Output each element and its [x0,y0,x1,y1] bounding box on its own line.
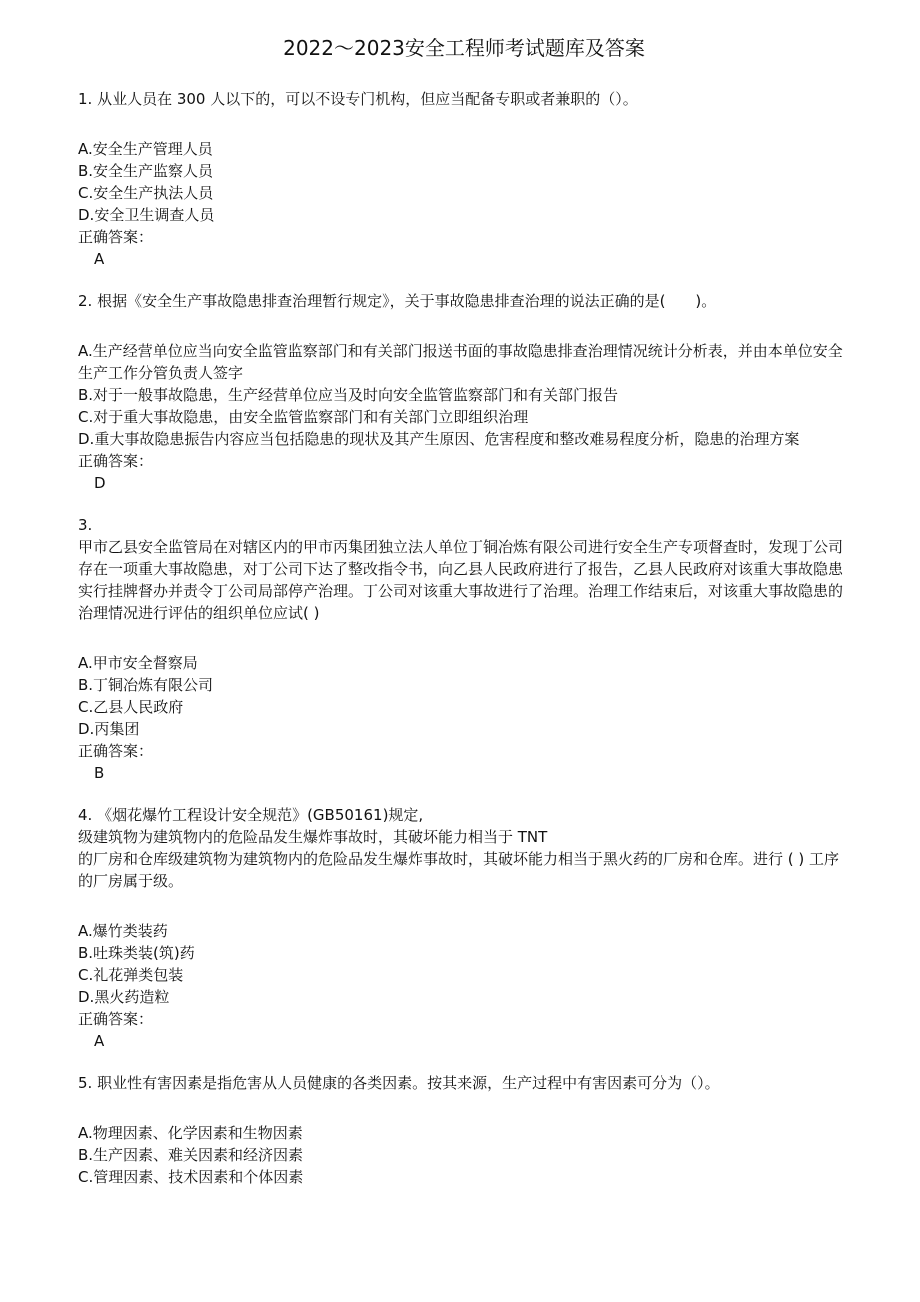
stem-line: 甲市乙县安全监管局在对辖区内的甲市丙集团独立法人单位丁铜冶炼有限公司进行安全生产专项督查时，发现丁公司存在一项重大事故隐患，对丁公司下达了整改指令书，向乙县人民政府进行了报告，乙县人民政府对该重大事故隐患实行挂牌督办并责令丁公司局部停产治理。丁公司对该重大事故进行了治理。治理工作结束后，对该重大事故隐患的治理情况进行评估的组织单位应试( ) [78,538,844,622]
option-d: D.丙集团 [78,720,140,738]
question-stem [78,1072,850,1094]
option-c: C.管理因素、技术因素和个体因素 [78,1168,304,1186]
stem-line: 2. 根据《安全生产事故隐患排查治理暂行规定》，关于事故隐患排查治理的说法正确的是( )。 [78,292,717,310]
option-a: A.物理因素、化学因素和生物因素 [78,1124,303,1142]
stem-line: 1. 从业人员在 300 人以下的，可以不设专门机构，但应当配备专职或者兼职的（）。 [78,90,638,108]
option-c: C.安全生产执法人员 [78,184,214,202]
answer-label: 正确答案： [78,452,154,470]
answer-value: A [94,1032,105,1050]
answer-value: A [94,250,105,268]
stem-line: 级建筑物为建筑物内的危险品发生爆炸事故时，其破坏能力相当于 TNT [78,828,548,846]
question-1 [78,88,850,270]
option-c: C.对于重大事故隐患，由安全监管监察部门和有关部门立即组织治理 [78,408,529,426]
option-c: C.礼花弹类包装 [78,966,184,984]
option-a: A.生产经营单位应当向安全监管监察部门和有关部门报送书面的事故隐患排查治理情况统计分析表，并由本单位安全生产工作分管负责人签字 [78,342,843,382]
question-stem [78,290,850,312]
option-list [78,138,850,226]
answer-label: 正确答案： [78,1010,154,1028]
option-b: B.安全生产监察人员 [78,162,214,180]
option-list [78,652,850,740]
answer-label: 正确答案： [78,742,154,760]
stem-line: 4. 《烟花爆竹工程设计安全规范》(GB50161)规定, [78,806,424,824]
option-d: D.黑火药造粒 [78,988,170,1006]
option-b: B.丁铜冶炼有限公司 [78,676,214,694]
option-list [78,920,850,1008]
stem-line: 的厂房和仓库级建筑物为建筑物内的危险品发生爆炸事故时，其破坏能力相当于黑火药的厂房和仓库。进行 ( ) 工序的厂房属于级。 [78,850,840,890]
option-b: B.对于一般事故隐患，生产经营单位应当及时向安全监管监察部门和有关部门报告 [78,386,619,404]
stem-line: 5. 职业性有害因素是指危害从人员健康的各类因素。按其来源，生产过程中有害因素可分为（）。 [78,1074,720,1092]
option-a: A.爆竹类装药 [78,922,168,940]
question-2 [78,290,850,494]
question-stem [78,514,850,624]
answer-label: 正确答案： [78,228,154,246]
option-b: B.生产因素、难关因素和经济因素 [78,1146,304,1164]
option-a: A.甲市安全督察局 [78,654,198,672]
option-list [78,1122,850,1188]
question-3 [78,514,850,784]
answer-value: B [94,764,105,782]
question-4 [78,804,850,1052]
question-stem [78,88,850,110]
option-b: B.吐珠类装(筑)药 [78,944,195,962]
stem-line: 3. [78,516,93,534]
option-d: D.重大事故隐患振告内容应当包括隐患的现状及其产生原因、危害程度和整改难易程度分析，隐患的治理方案 [78,430,800,448]
document-title: 2022～2023安全工程师考试题库及答案 [283,36,645,60]
option-c: C.乙县人民政府 [78,698,184,716]
question-5 [78,1072,850,1188]
option-list [78,340,850,450]
answer-value: D [94,474,106,492]
option-d: D.安全卫生调查人员 [78,206,215,224]
option-a: A.安全生产管理人员 [78,140,213,158]
question-stem [78,804,850,892]
